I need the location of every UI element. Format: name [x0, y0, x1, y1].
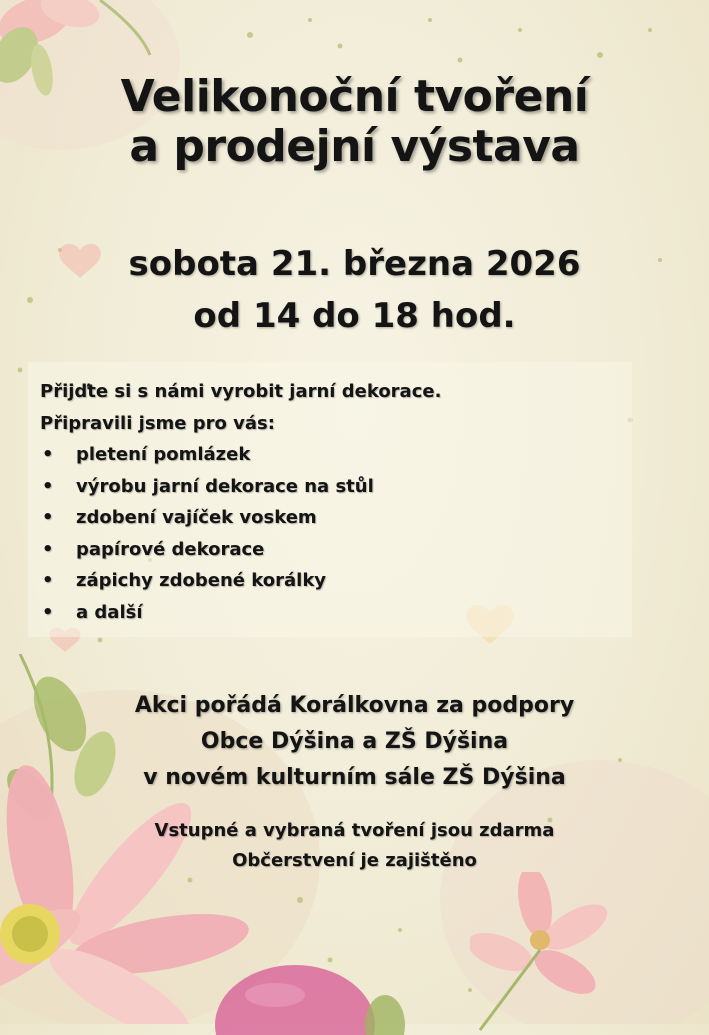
list-item: • zápichy zdobené korálky [40, 565, 441, 597]
intro-subtitle: Připravili jsme pro vás: [40, 412, 275, 434]
poster-title [0, 72, 709, 172]
organizer-info [0, 688, 709, 796]
list-item: • papírové dekorace [40, 534, 441, 566]
venue-line: v novém kulturním sále ZŠ Dýšina [143, 765, 566, 790]
small-pink-flower-icon [470, 872, 620, 1032]
organizer-line-2: Obce Dýšina a ZŠ Dýšina [200, 729, 509, 754]
easter-egg-icon [205, 955, 405, 1035]
title-line-2: a prodejní výstava [129, 121, 580, 172]
list-item: • pletení pomlázek [40, 439, 441, 471]
notes [0, 816, 709, 876]
activities-list [40, 439, 441, 628]
admission-note: Vstupné a vybraná tvoření jsou zdarma [154, 820, 555, 841]
list-item: • a další [40, 597, 441, 629]
title-line-1: Velikonoční tvoření [120, 71, 589, 122]
list-item: • výrobu jarní dekorace na stůl [40, 471, 441, 503]
organizer-line-1: Akci pořádá Korálkovna za podpory [134, 693, 575, 718]
activities-section [40, 376, 441, 628]
time-line: od 14 do 18 hod. [193, 296, 516, 336]
date-line: sobota 21. března 2026 [128, 244, 581, 284]
event-date [0, 238, 709, 342]
list-item: • zdobení vajíček voskem [40, 502, 441, 534]
intro-text: Přijďte si s námi vyrobit jarní dekorace. [40, 381, 442, 402]
refreshment-note: Občerstvení je zajištěno [232, 850, 477, 871]
